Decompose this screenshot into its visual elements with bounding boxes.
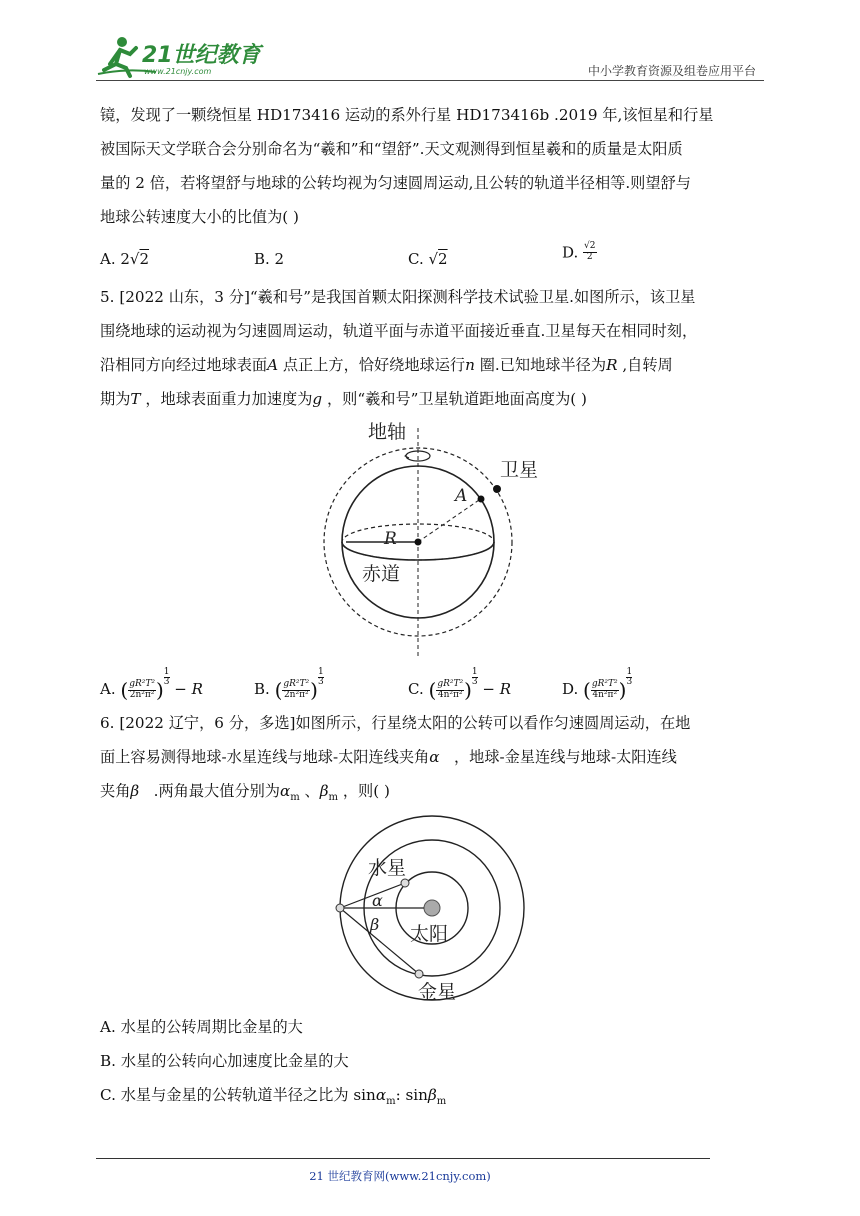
q4-line-4: 地球公转速度大小的比值为( ) [100,208,299,226]
earth-dot [336,904,344,912]
q5-option-a: A. ( $\frac{\text{gR²T²}}{\text{2n²π²}}$ ) $\frac{1}{3} - R$ [100,667,203,702]
earth-satellite-figure [300,418,560,668]
mercury-dot [401,879,409,887]
satellite-label: 卫星 [500,459,539,481]
q5-line-2: 围绕地球的运动视为匀速圆周运动，轨道平面与赤道平面接近垂直.卫星每天在相同时刻， [100,322,698,340]
alpha-label: α [372,891,383,910]
q6-option-a: A. 水星的公转周期比金星的大 [100,1018,303,1036]
radius-label: R [384,529,397,549]
q4-option-a: A. 2√2 [100,250,150,268]
sun-label: 太阳 [410,923,449,945]
q5-option-b: B. ( $\frac{\text{gR²T²}}{\text{2n²π²}}$ ) $\frac{1}{3}$ [254,667,324,702]
q4-line-2: 被国际天文学联合会分别命名为“羲和”和“望舒”.天文观测得到恒星羲和的质量是太阳质 [100,140,683,158]
radius-to-satellite [418,498,482,542]
q6-option-b: B. 水星的公转向心加速度比金星的大 [100,1052,349,1070]
sun-dot [424,900,440,916]
point-a [478,496,485,503]
mercury-label: 水星 [368,857,407,879]
earth-venus-line [340,908,419,974]
q4-option-b: B. 2 [254,250,285,268]
q4-line-1: 镜，发现了一颗绕恒星 HD173416 运动的系外行星 HD173416b .2019 年,该恒星和行星 [100,106,714,124]
venus-dot [415,970,423,978]
q5-option-d: D. ( $\frac{\text{gR²T²}}{\text{4n²π²}}$ ) $\frac{1}{3}$ [562,667,633,702]
q6-line-1: 6. [2022 辽宁，6 分，多选]如图所示，行星绕太阳的公转可以看作匀速圆周运动，在地 [100,714,691,732]
q5-option-c: C. ( $\frac{\text{gR²T²}}{\text{4n²π²}}$ ) $\frac{1}{3} - R$ [408,667,512,702]
satellite-dot [493,485,501,493]
equator-label: 赤道 [362,563,401,585]
q6-line-2: 面上容易测得地球-水星连线与地球-太阳连线夹角α ，地球-金星连线与地球-太阳连线 [100,748,677,766]
beta-label: β [370,915,380,934]
header-platform-text: 中小学教育资源及组卷应用平台 [587,64,756,78]
q4-option-d: D. $\frac{√2}{2}$ [562,241,596,262]
footer-divider [96,1158,710,1159]
venus-label: 金星 [418,981,457,1003]
axis-label: 地轴 [368,421,407,443]
footer-text[interactable]: 21 世纪教育网(www.21cnjy.com) [309,1169,491,1183]
earth-center [415,539,422,546]
point-a-label: A [455,486,468,506]
logo-url: www.21cnjy.com [144,67,212,76]
q5-line-4: 期为T ，地球表面重力加速度为g ，则“羲和号”卫星轨道距地面高度为( ) [100,390,587,408]
q6-line-3: 夹角β .两角最大值分别为$\alpha_m$ 、$\beta_m$ ，则( ) [100,782,390,804]
logo-text: 21世纪教育 [142,43,261,68]
site-logo [96,34,266,80]
q4-option-c: C. √2 [408,250,448,268]
q5-line-3: 沿相同方向经过地球表面A 点正上方，恰好绕地球运行n 圈.已知地球半径为R ,自转周 [100,356,673,374]
q5-line-1: 5. [2022 山东，3 分]“羲和号”是我国首颗太阳探测科学技术试验卫星.如图所示，该卫星 [100,288,696,306]
q4-line-3: 量的 2 倍，若将望舒与地球的公转均视为匀速圆周运动,且公转的轨道半径相等.则望舒与 [100,174,691,192]
planet-orbits-figure [330,812,530,1008]
q6-option-c: C. 水星与金星的公转轨道半径之比为 sinα$_m$: sinβ$_m$ [100,1086,447,1108]
header-divider [96,80,764,81]
